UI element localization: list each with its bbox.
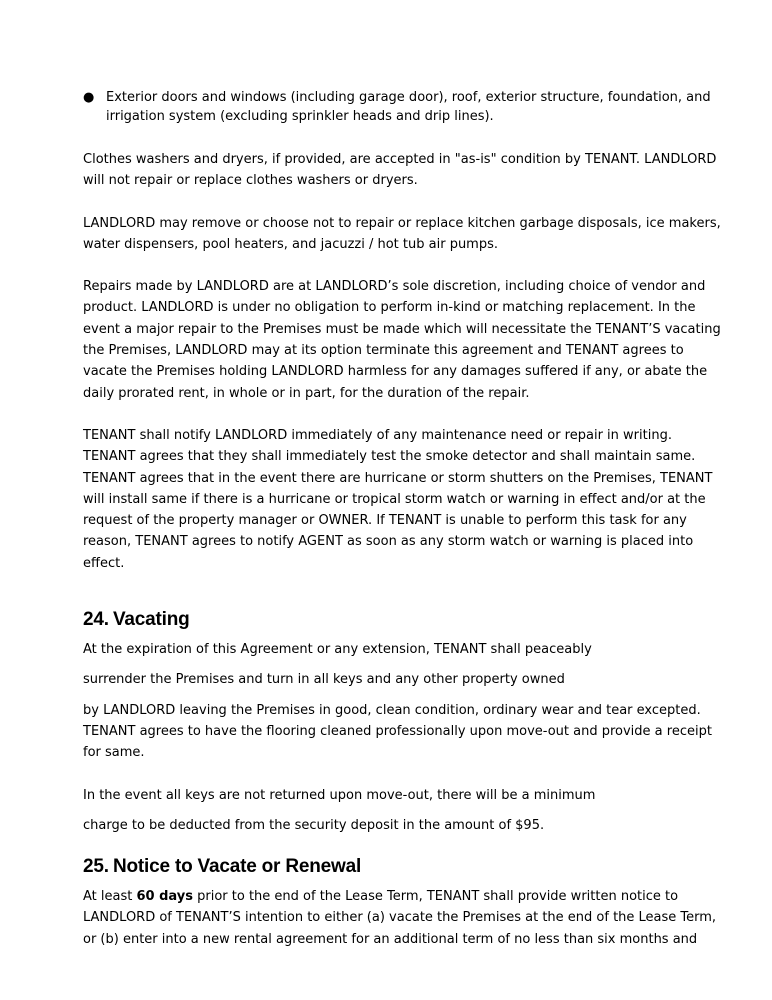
bullet-text: Exterior doors and windows (including garage door), roof, exterior structure, foundation, and irrigation system (excluding sprinkler heads and drip lines). — [106, 90, 711, 124]
section-24-line: charge to be deducted from the security deposit in the amount of $95. — [83, 817, 545, 833]
section-24-heading — [83, 607, 723, 633]
bullet-icon: ● — [83, 90, 95, 105]
section-24-paragraph: by LANDLORD leaving the Premises in good, clean condition, ordinary wear and tear excepted. TENANT agrees to have the flooring cleaned professionally upon move-out and provide a receipt for same. — [83, 702, 712, 761]
list-item — [83, 88, 723, 126]
section-24-line: surrender the Premises and turn in all keys and any other property owned — [83, 672, 565, 688]
section-24-title: Vacating — [113, 609, 190, 631]
paragraph-washers: Clothes washers and dryers, if provided, are accepted in "as-is" condition by TENANT. LANDLORD will not repair or replace clothes washers or dryers. — [83, 152, 717, 189]
section-25-paragraph — [83, 886, 723, 950]
section-25-text-end: prior to the end of the Lease Term, TENANT shall provide written notice to LANDLORD of TENANT’S intention to either (a) vacate the Premises at the end of the Lease Term, or (b) enter into a new rental agreement for an additional term of no less than six months and — [83, 889, 717, 947]
paragraph-notify: TENANT shall notify LANDLORD immediately of any maintenance need or repair in writing. TENANT agrees that they shall immediately test the smoke detector and shall maintain same. TENANT agrees that in the event there are hurricane or storm shutters on the Premises, TENANT will install same if there is a hurricane or tropical storm watch or warning in effect and/or at the request of the property manager or OWNER. If TENANT is unable to perform this task for any reason, TENANT agrees to notify AGENT as soon as any storm watch or warning is placed into effect. — [83, 427, 713, 571]
section-24-line: In the event all keys are not returned upon move-out, there will be a minimum — [83, 787, 596, 803]
section-25-text-start: At least — [83, 889, 137, 905]
section-24-number: 24. — [83, 609, 109, 631]
section-25-heading — [83, 854, 723, 880]
document-page — [83, 88, 723, 950]
section-24-line: At the expiration of this Agreement or any extension, TENANT shall peaceably — [83, 642, 592, 658]
paragraph-repairs: Repairs made by LANDLORD are at LANDLORD’s sole discretion, including choice of vendor and product. LANDLORD is under no obligation to perform in-kind or matching replacement. In the event a major repair to the Premises must be made which will necessitate the TENANT’S vacating the Premises, LANDLORD may at its option terminate this agreement and TENANT agrees to vacate the Premises holding LANDLORD harmless for any damages suffered if any, or abate the daily prorated rent, in whole or in part, for the duration of the repair. — [83, 279, 721, 401]
paragraph-appliances: LANDLORD may remove or choose not to repair or replace kitchen garbage disposals, ice makers, water dispensers, pool heaters, and jacuzzi / hot tub air pumps. — [83, 215, 721, 252]
section-25-emphasis: 60 days — [136, 889, 193, 905]
section-25-title: Notice to Vacate or Renewal — [113, 856, 362, 878]
section-25-number: 25. — [83, 856, 109, 878]
